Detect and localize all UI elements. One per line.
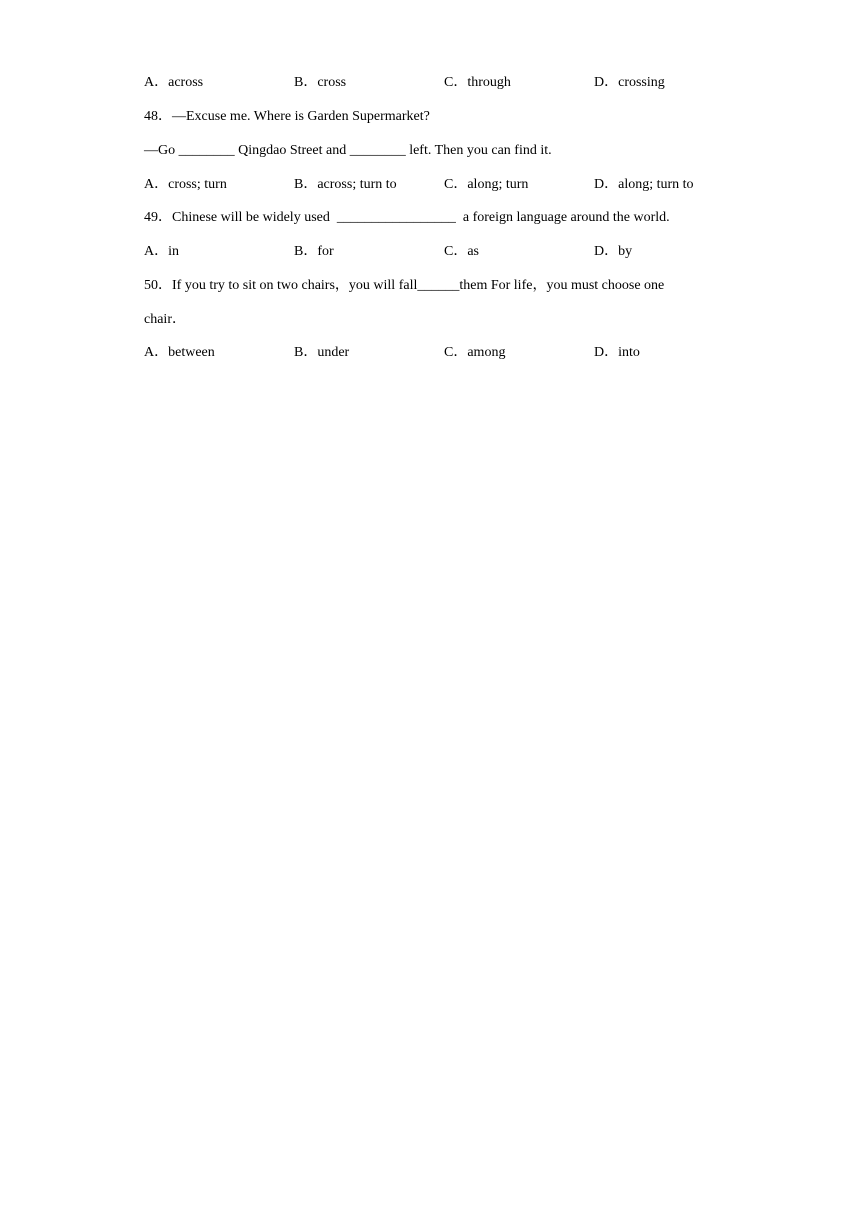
q49-option-d: D．by [594, 244, 633, 259]
q50-stem-line2: chair． [144, 312, 186, 327]
q47-option-c: C．through [444, 75, 511, 90]
q50-options [0, 344, 860, 362]
q49-option-b: B．for [294, 244, 334, 259]
q48-option-a: A．cross; turn [144, 177, 227, 192]
q49-stem: 49．Chinese will be widely used _________________ a foreign language around the world. [144, 210, 670, 225]
q50-option-b: B．under [294, 345, 350, 360]
q50-stem-line1: 50．If you try to sit on two chairs，you will fall______them For life，you must choose one [144, 278, 665, 293]
q47-option-d: D．crossing [594, 75, 665, 90]
q47-option-b: B．cross [294, 75, 347, 90]
q47-options [0, 74, 860, 92]
q50-option-d: D．into [594, 345, 640, 360]
q49-option-c: C．as [444, 244, 479, 259]
q48-stem-line2: —Go ________ Qingdao Street and ________ left. Then you can find it. [144, 143, 552, 158]
q49-options [0, 243, 860, 261]
q50-option-c: C．among [444, 345, 506, 360]
q48-option-d: D．along; turn to [594, 177, 694, 192]
q49-option-a: A．in [144, 244, 179, 259]
q48-options [0, 176, 860, 194]
q50-option-a: A．between [144, 345, 215, 360]
q47-option-a: A．across [144, 75, 204, 90]
q48-option-c: C．along; turn [444, 177, 529, 192]
q48-option-b: B．across; turn to [294, 177, 397, 192]
q48-stem-line1: 48．—Excuse me. Where is Garden Supermarket? [144, 109, 430, 124]
